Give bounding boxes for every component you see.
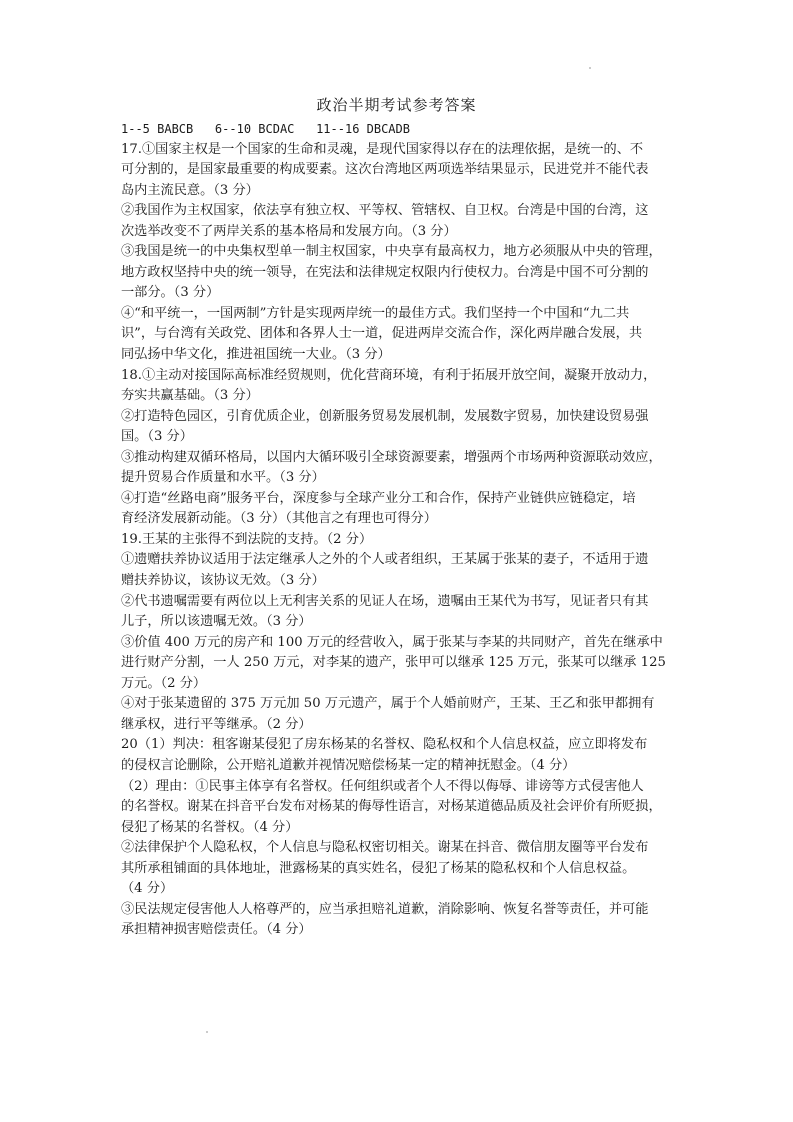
answer-line: 同弘扬中华文化，推进祖国统一大业。（3 分） [121,347,391,363]
answer-line: 承担精神损害赔偿责任。（4 分） [121,922,312,938]
answer-line: 可分割的，是国家最重要的构成要素。这次台湾地区两项选举结果显示，民进党并不能代表 [121,162,649,178]
answer-line: （4 分） [121,881,174,897]
answer-line: 夯实共赢基础。（3 分） [121,388,259,404]
answer-line: 侵犯了杨某的名誉权。（4 分） [121,819,299,835]
answer-line: ③民法规定侵害他人人格尊严的，应当承担赔礼道歉，消除影响、恢复名誉等责任，并可能 [121,901,649,917]
answer-line: ②我国作为主权国家，依法享有独立权、平等权、管辖权、自卫权。台湾是中国的台湾，这 [121,203,649,219]
multiple-choice-answers: 1--5 BABCB 6--10 BCDAC 11--16 DBCADB [121,122,410,136]
answer-line: 赠扶养协议，该协议无效。（3 分） [121,573,325,589]
answer-line: 17.①国家主权是一个国家的生命和灵魂，是现代国家得以存在的法理依据，是统一的、不 [121,141,644,157]
answer-line: 次选举改变不了两岸关系的基本格局和发展方向。（3 分） [121,223,457,239]
answer-line: ③价值 400 万元的房产和 100 万元的经营收入，属于张某与李某的共同财产，首先在继承中 [121,634,663,650]
answer-line: 地方政权坚持中央的统一领导，在宪法和法律规定权限内行使权力。台湾是中国不可分割的 [121,264,649,280]
answer-line: 其所承租铺面的具体地址，泄露杨某的真实姓名，侵犯了杨某的隐私权和个人信息权益。 [121,860,636,876]
answer-line: 19.王某的主张得不到法院的支持。（2 分） [121,531,373,547]
answer-line: 继承权，进行平等继承。（2 分） [121,716,312,732]
answer-line: 18.①主动对接国际高标准经贸规则，优化营商环境，有利于拓展开放空间，凝聚开放动力， [121,367,657,383]
answer-line: 的名誉权。谢某在抖音平台发布对杨某的侮辱性语言，对杨某道德品质及社会评价有所贬损， [121,799,662,815]
answer-line: 国。（3 分） [121,429,193,445]
answer-line: 识”，与台湾有关政党、团体和各界人士一道，促进两岸交流合作，深化两岸融合发展，共 [121,326,643,342]
answer-line: 万元。（2 分） [121,675,207,691]
answer-line: 进行财产分割，一人 250 万元，对李某的遗产，张甲可以继承 125 万元，张某可以继承 125 [121,655,666,671]
scan-speck [589,67,591,69]
answer-line: ②打造特色园区，引育优质企业，创新服务贸易发展机制，发展数字贸易，加快建设贸易强 [121,408,649,424]
answer-line: 育经济发展新动能。（3 分）（其他言之有理也可得分） [121,511,437,527]
answer-line: ②法律保护个人隐私权，个人信息与隐私权密切相关。谢某在抖音、微信朋友圈等平台发布 [121,840,649,856]
answer-line: 提升贸易合作质量和水平。（3 分） [121,470,325,486]
answer-line: 20（1）判决：租客谢某侵犯了房东杨某的名誉权、隐私权和个人信息权益，应立即将发布 [121,737,648,753]
answer-line: ③我国是统一的中央集权型单一制主权国家，中央享有最高权力，地方必须服从中央的管理， [121,244,662,260]
answer-line: ④打造“丝路电商”服务平台，深度参与全球产业分工和合作，保持产业链供应链稳定，培 [121,490,636,506]
answer-lines [121,140,677,941]
answer-line: ②代书遗嘱需要有两位以上无利害关系的见证人在场，遗嘱由王某代为书写，见证者只有其 [121,593,649,609]
page-title: 政治半期考试参考答案 [316,96,477,114]
answer-line: 的侵权言论删除，公开赔礼道歉并视情况赔偿杨某一定的精神抚慰金。（4 分） [121,757,576,773]
answer-line: ③推动构建双循环格局，以国内大循环吸引全球资源要素，增强两个市场两种资源联动效应， [121,449,662,465]
scan-speck [206,1031,208,1033]
answer-line: ①遗赠扶养协议适用于法定继承人之外的个人或者组织，王某属于张某的妻子，不适用于遗 [121,552,649,568]
answer-line: 儿子，所以该遗嘱无效。（3 分） [121,614,312,630]
answer-body [121,119,677,941]
answer-line: 岛内主流民意。（3 分） [121,182,259,198]
answer-line: ④对于张某遗留的 375 万元加 50 万元遗产，属于个人婚前财产，王某、王乙和张甲都拥有 [121,696,655,712]
answer-line: ④“和平统一，一国两制”方针是实现两岸统一的最佳方式。我们坚持一个中国和“九二共 [121,305,630,321]
answer-line: （2）理由：①民事主体享有名誉权。任何组织或者个人不得以侮辱、诽谤等方式侵害他人 [121,778,644,794]
answer-line: 一部分。（3 分） [121,285,220,301]
